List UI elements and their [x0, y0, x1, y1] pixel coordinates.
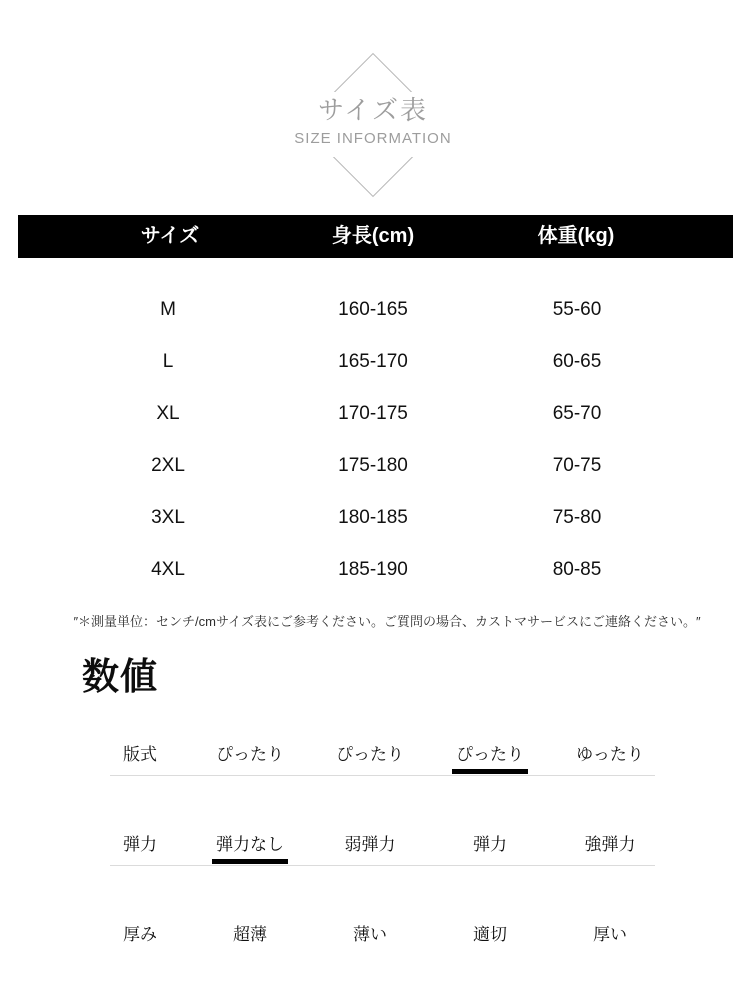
attr-option: 強弾力 — [584, 835, 636, 854]
size-chart-title: サイズ表 — [318, 95, 428, 125]
height-cell: 170-175 — [338, 403, 408, 424]
weight-cell: 70-75 — [552, 455, 602, 476]
height-cell: 185-190 — [338, 559, 408, 580]
header-cell-weight: 体重(kg) — [537, 225, 615, 247]
attr-option: 弾力 — [473, 835, 507, 854]
attr-row-elasticity — [90, 830, 670, 920]
size-cell: 4XL — [151, 559, 185, 580]
header-cell-height: 身長(cm) — [331, 225, 415, 247]
attr-row-thickness — [90, 920, 670, 1005]
table-row — [0, 388, 750, 440]
size-chart-header — [253, 92, 493, 157]
size-chart-subtitle: SIZE INFORMATION — [294, 130, 452, 147]
size-table-header — [18, 215, 733, 258]
weight-cell: 75-80 — [552, 507, 602, 528]
attr-option: ぴったり — [216, 745, 284, 764]
size-cell: 3XL — [151, 507, 185, 528]
attr-option-selected: ぴったり — [430, 740, 550, 830]
attr-option: 厚い — [593, 925, 627, 944]
height-cell: 165-170 — [338, 351, 408, 372]
attr-option: ぴったり — [336, 745, 404, 764]
row-separator — [110, 775, 655, 776]
weight-cell: 65-70 — [552, 403, 602, 424]
weight-cell: 55-60 — [552, 299, 602, 320]
size-cell: XL — [156, 403, 180, 424]
size-cell: L — [162, 351, 174, 372]
size-cell: 2XL — [151, 455, 185, 476]
attr-option: 薄い — [353, 925, 387, 944]
table-row — [0, 336, 750, 388]
attr-option: ゆったり — [576, 745, 644, 764]
table-row — [0, 544, 750, 596]
attr-option: 適切 — [473, 925, 507, 944]
attr-label: 版式 — [123, 745, 157, 764]
attribute-matrix — [90, 740, 670, 1005]
table-row — [0, 284, 750, 336]
attr-label: 弾力 — [123, 835, 157, 854]
measurement-note: ″＊測量単位：センチ/cmサイズ表にご参考ください。ご質問の場合、カストマサービスにご連絡ください。″ — [73, 614, 701, 629]
weight-cell: 60-65 — [552, 351, 602, 372]
numeric-section-heading: 数値 — [82, 656, 158, 697]
size-cell: M — [160, 299, 176, 320]
attr-option-selected: 弾力なし — [190, 830, 310, 920]
height-cell: 175-180 — [338, 455, 408, 476]
header-cell-size: サイズ — [140, 225, 200, 247]
row-separator — [110, 865, 655, 866]
attr-option: 弱弾力 — [344, 835, 396, 854]
height-cell: 160-165 — [338, 299, 408, 320]
weight-cell: 80-85 — [552, 559, 602, 580]
table-row — [0, 440, 750, 492]
size-table-body — [0, 284, 750, 596]
height-cell: 180-185 — [338, 507, 408, 528]
table-row — [0, 492, 750, 544]
attr-row-fit — [90, 740, 670, 830]
attr-option: 超薄 — [233, 925, 267, 944]
attr-label: 厚み — [123, 925, 157, 944]
